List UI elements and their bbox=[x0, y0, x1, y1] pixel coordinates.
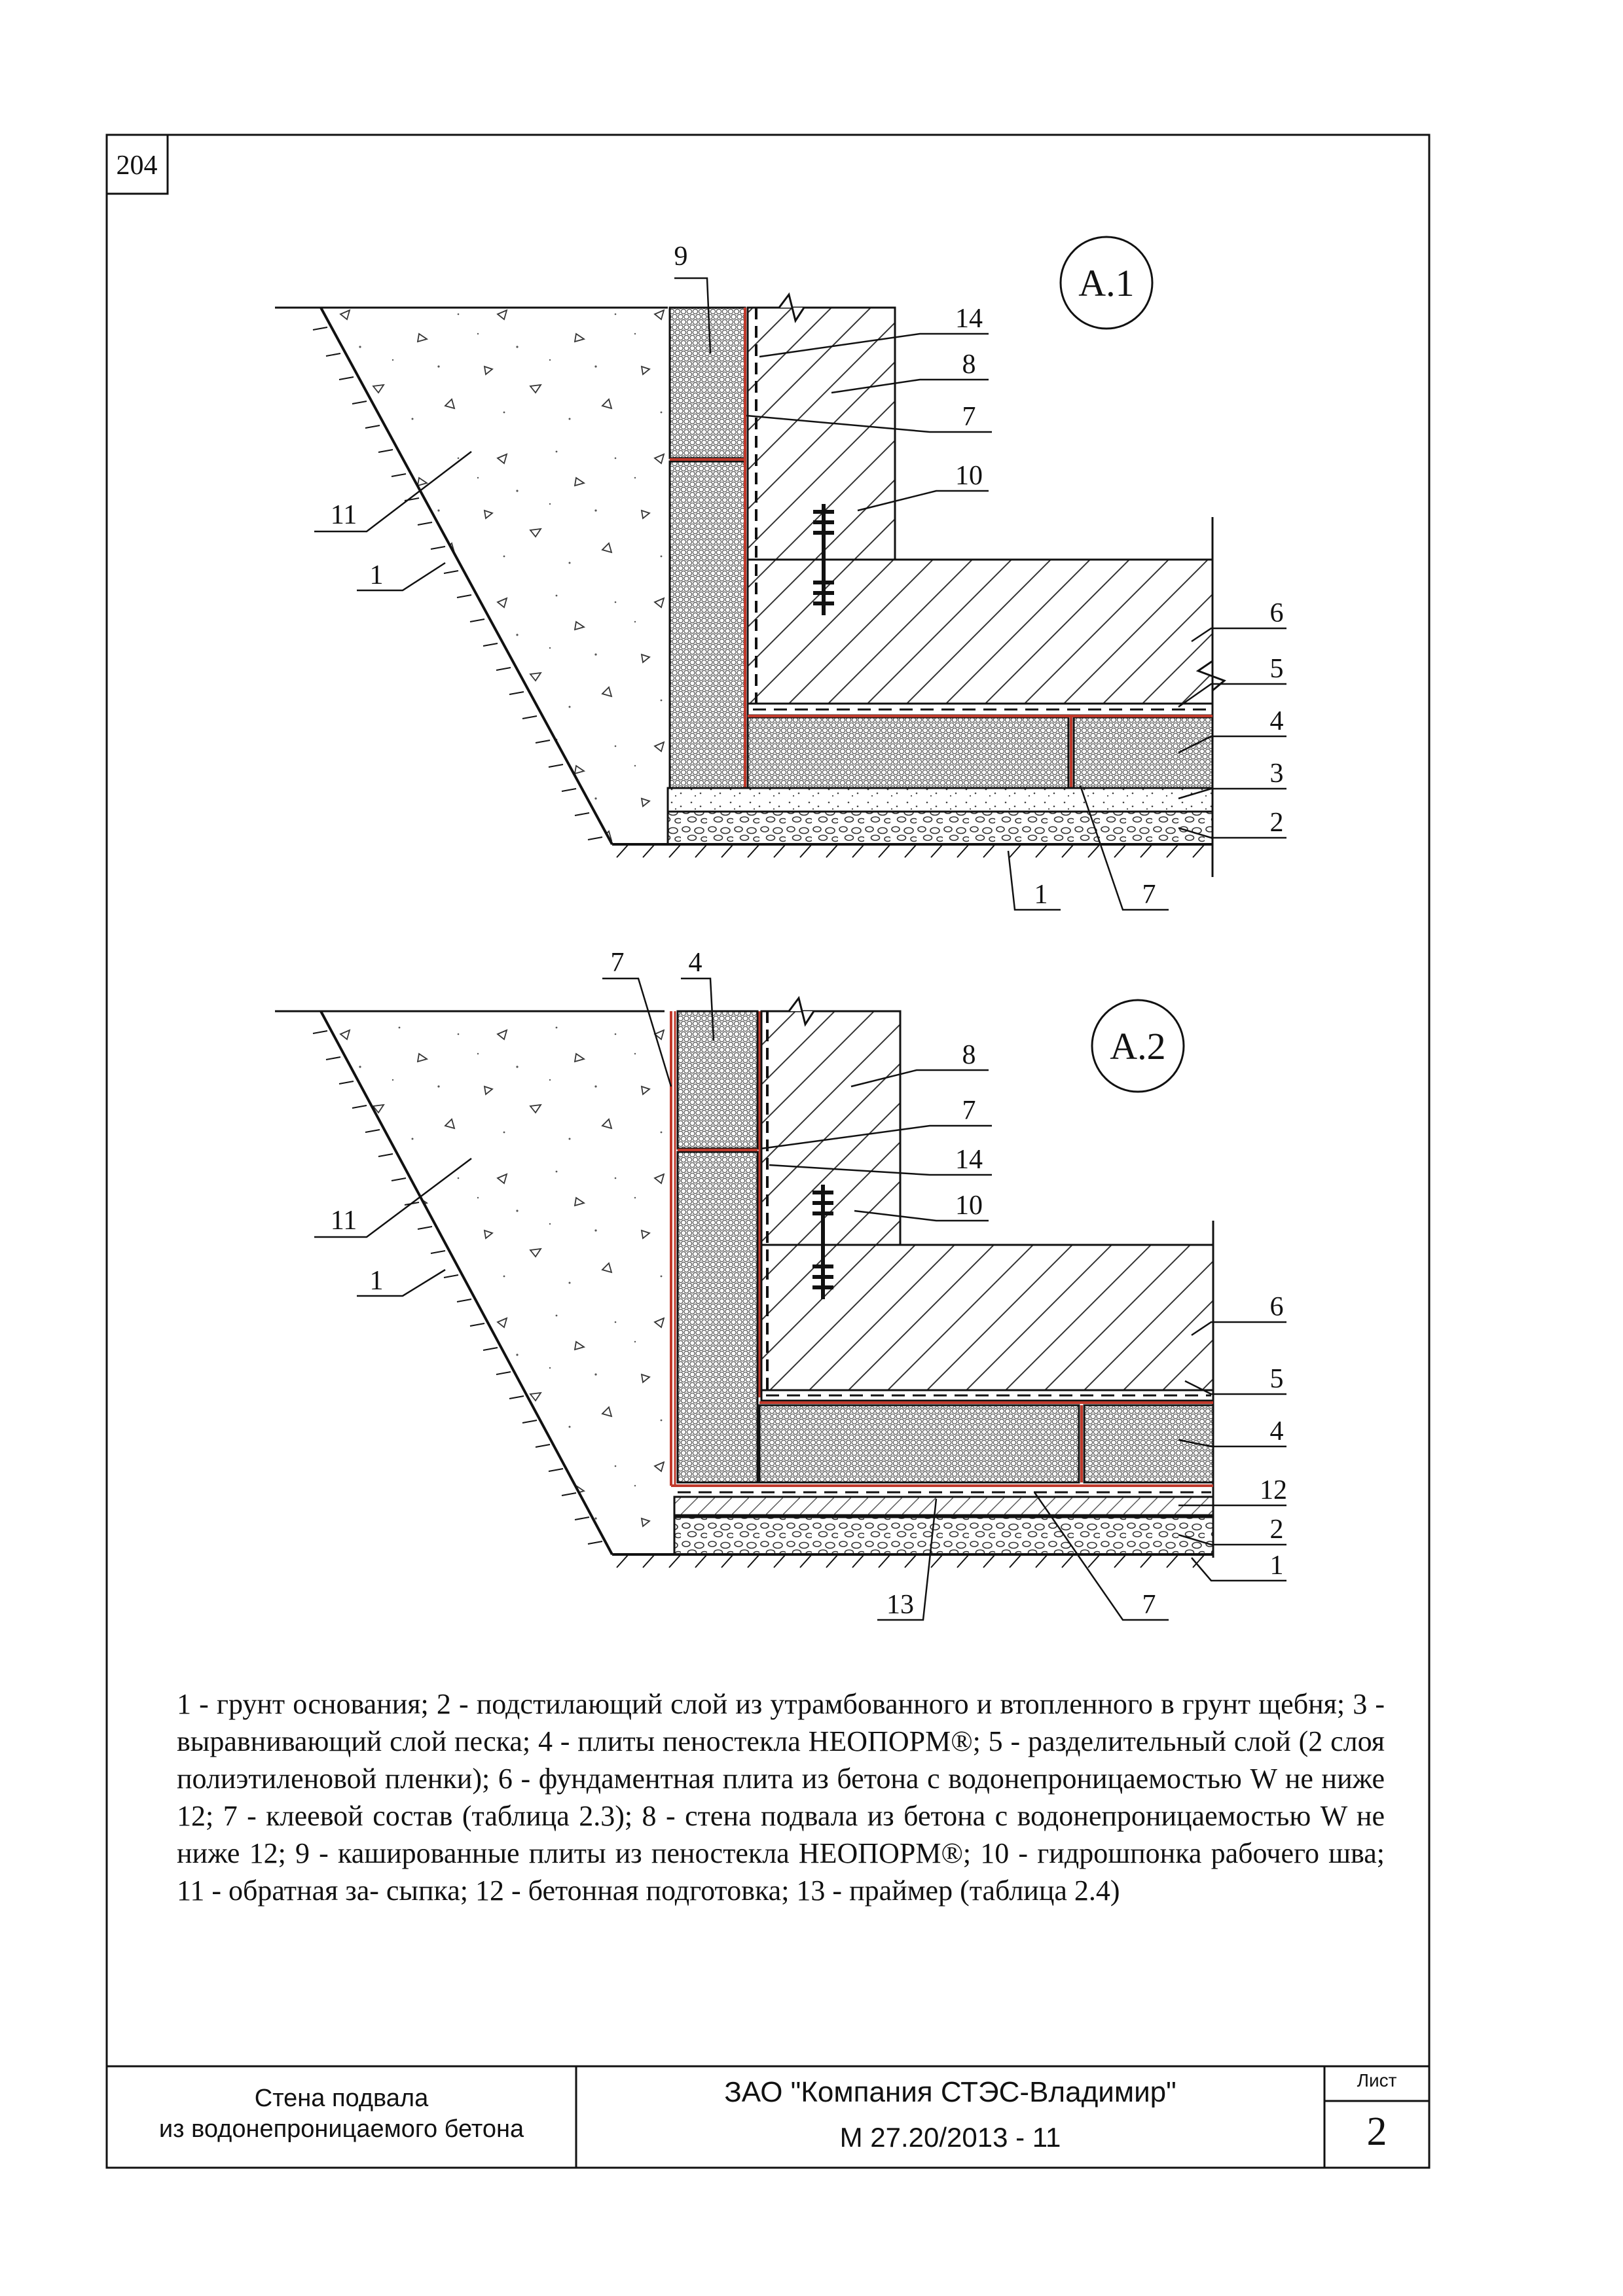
a1-callout-9: 9 bbox=[674, 242, 688, 272]
a2-foam-vertical-lower bbox=[678, 1152, 757, 1482]
a1-base-ticks bbox=[617, 844, 1205, 857]
a2-callout-11: 11 bbox=[330, 1206, 357, 1236]
detail-a2 bbox=[275, 948, 1287, 1620]
legend: 1 - грунт основания; 2 - подстилающий слой из утрамбованного и втопленного в грунт щебня; 3 - выравнивающий слой песка; 4 - плиты пеностекла НЕОПОРМ®; 5 - разделительный слой (2 слоя полиэтиленовой пленки); 6 - фундаментная плита из бетона с водонепроницаемостью W не ниже 12; 7 - клеевой состав (таблица 2.3); 8 - стена подвала из бетона с водонепроницаемостью W не ниже 12; 9 - кашированные плиты из пеностекла НЕОПОРМ®; 10 - гидрошпонка рабочего шва; 11 - обратная за- сыпка; 12 - бетонная подготовка; 13 - праймер (таблица 2.4) bbox=[177, 1688, 1385, 1907]
a2-callout-8: 8 bbox=[962, 1040, 976, 1070]
page-number: 204 bbox=[116, 151, 158, 181]
a2-foam-horizontal-a bbox=[759, 1405, 1079, 1482]
a2-wall bbox=[761, 1011, 900, 1245]
a2-callout-2: 2 bbox=[1269, 1515, 1284, 1545]
sheet-number: 2 bbox=[1366, 2109, 1387, 2154]
a2-gravel-layer bbox=[674, 1517, 1213, 1554]
a2-callout-14: 14 bbox=[955, 1145, 983, 1175]
a2-callout-7b: 7 bbox=[1142, 1590, 1156, 1620]
a1-callout-7b: 7 bbox=[1142, 880, 1156, 910]
a1-foam-horizontal-a bbox=[748, 717, 1068, 788]
a2-foam-vertical-upper bbox=[678, 1011, 757, 1149]
a2-base-ticks bbox=[617, 1554, 1205, 1568]
a2-callout-1b: 1 bbox=[1269, 1551, 1284, 1581]
a1-callout-10: 10 bbox=[955, 461, 983, 491]
drawing-code: М 27.20/2013 - 11 bbox=[839, 2122, 1061, 2153]
a1-callout-6: 6 bbox=[1269, 598, 1284, 628]
a2-callout-10: 10 bbox=[955, 1191, 983, 1221]
a1-callout-1b: 1 bbox=[1034, 880, 1048, 910]
a1-title: А.1 bbox=[1078, 262, 1135, 304]
a2-callout-7top: 7 bbox=[610, 948, 625, 978]
a2-foam-horizontal-b bbox=[1084, 1405, 1213, 1482]
a2-callout-1a: 1 bbox=[369, 1266, 384, 1296]
sheet-label: Лист bbox=[1357, 2070, 1397, 2090]
a2-callout-12: 12 bbox=[1260, 1475, 1287, 1505]
a2-title: А.2 bbox=[1110, 1025, 1166, 1067]
a2-callout-13: 13 bbox=[886, 1590, 914, 1620]
a1-sand-layer bbox=[668, 788, 1213, 812]
detail-a1 bbox=[275, 237, 1286, 910]
a1-callout-3: 3 bbox=[1269, 759, 1284, 789]
a2-callout-6: 6 bbox=[1269, 1292, 1284, 1322]
a1-foam-horizontal-b bbox=[1074, 717, 1213, 788]
a1-gravel-layer bbox=[668, 812, 1213, 844]
a2-callout-4: 4 bbox=[1269, 1416, 1284, 1446]
a1-foam-vertical-lower bbox=[670, 461, 745, 789]
a1-callout-2: 2 bbox=[1269, 808, 1284, 838]
a1-callout-7a: 7 bbox=[962, 402, 976, 432]
a1-callout-11: 11 bbox=[330, 500, 357, 530]
a1-callout-14: 14 bbox=[955, 304, 983, 334]
a2-concrete-prep bbox=[674, 1497, 1213, 1515]
a1-callout-4: 4 bbox=[1269, 706, 1284, 736]
a1-callout-5: 5 bbox=[1269, 654, 1284, 684]
a2-callout-4top: 4 bbox=[688, 948, 702, 978]
drawing-name-line2: из водонепроницаемого бетона bbox=[158, 2115, 524, 2143]
a2-callout-7a: 7 bbox=[962, 1096, 976, 1126]
a1-callout-8: 8 bbox=[962, 350, 976, 380]
a2-callout-5: 5 bbox=[1269, 1364, 1284, 1394]
a1-foam-vertical-upper bbox=[670, 308, 745, 458]
drawing-name-line1: Стена подвала bbox=[254, 2085, 429, 2112]
company-name: ЗАО "Компания СТЭС-Владимир" bbox=[724, 2076, 1176, 2108]
a1-callout-1a: 1 bbox=[369, 560, 384, 590]
